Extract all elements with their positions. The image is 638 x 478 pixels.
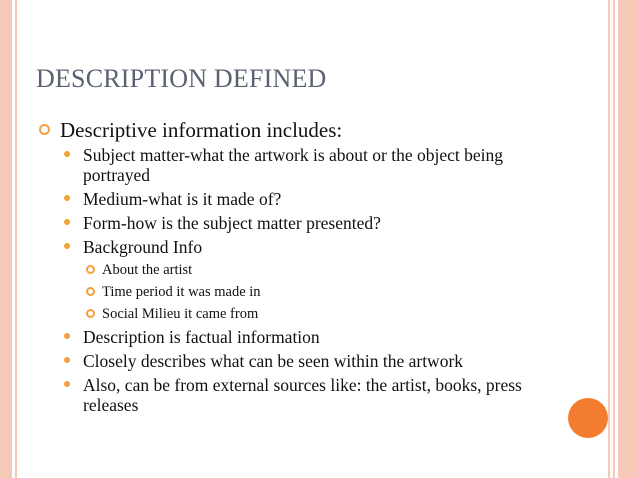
right-decor-line (608, 0, 610, 478)
level2-bullet (38, 145, 558, 185)
bullet-text: About the artist (102, 262, 193, 278)
bullet-text: Background Info (83, 237, 203, 257)
right-decor-line (613, 0, 615, 478)
right-decor-bar (618, 0, 638, 478)
slide-title: DESCRIPTION DEFINED (36, 64, 327, 93)
left-decor-bar (0, 0, 12, 478)
level2-bullet (38, 375, 558, 415)
bullet-text: Description is factual information (83, 327, 320, 347)
ring-bullet-icon (86, 287, 95, 296)
bullet-text: Form-how is the subject matter presented? (83, 213, 381, 233)
level2-bullet (38, 327, 558, 347)
level2-bullet (38, 351, 558, 371)
dot-bullet-icon (64, 195, 70, 201)
level2-bullet (38, 213, 558, 233)
level2-bullet (38, 237, 558, 257)
level3-bullet (38, 305, 558, 323)
dot-bullet-icon (64, 243, 70, 249)
slide-content (38, 118, 558, 419)
dot-bullet-icon (64, 333, 70, 339)
level1-bullet (38, 118, 558, 142)
bullet-text: Time period it was made in (102, 284, 261, 300)
bullet-text: Social Milieu it came from (102, 306, 259, 322)
orange-circle-decor (568, 398, 608, 438)
bullet-text: Closely describes what can be seen within the artwork (83, 351, 464, 371)
left-decor-line (15, 0, 17, 478)
ring-bullet-icon (39, 124, 50, 135)
ring-bullet-icon (86, 265, 95, 274)
level3-bullet (38, 261, 558, 279)
dot-bullet-icon (64, 151, 70, 157)
bullet-text: Also, can be from external sources like: the artist, books, press releases (83, 375, 522, 415)
level2-bullet (38, 189, 558, 209)
level3-bullet (38, 283, 558, 301)
dot-bullet-icon (64, 381, 70, 387)
bullet-text: Descriptive information includes: (60, 118, 343, 142)
bullet-text: Medium-what is it made of? (83, 189, 282, 209)
dot-bullet-icon (64, 357, 70, 363)
bullet-text: Subject matter-what the artwork is about or the object being portrayed (83, 145, 504, 185)
ring-bullet-icon (86, 309, 95, 318)
dot-bullet-icon (64, 219, 70, 225)
